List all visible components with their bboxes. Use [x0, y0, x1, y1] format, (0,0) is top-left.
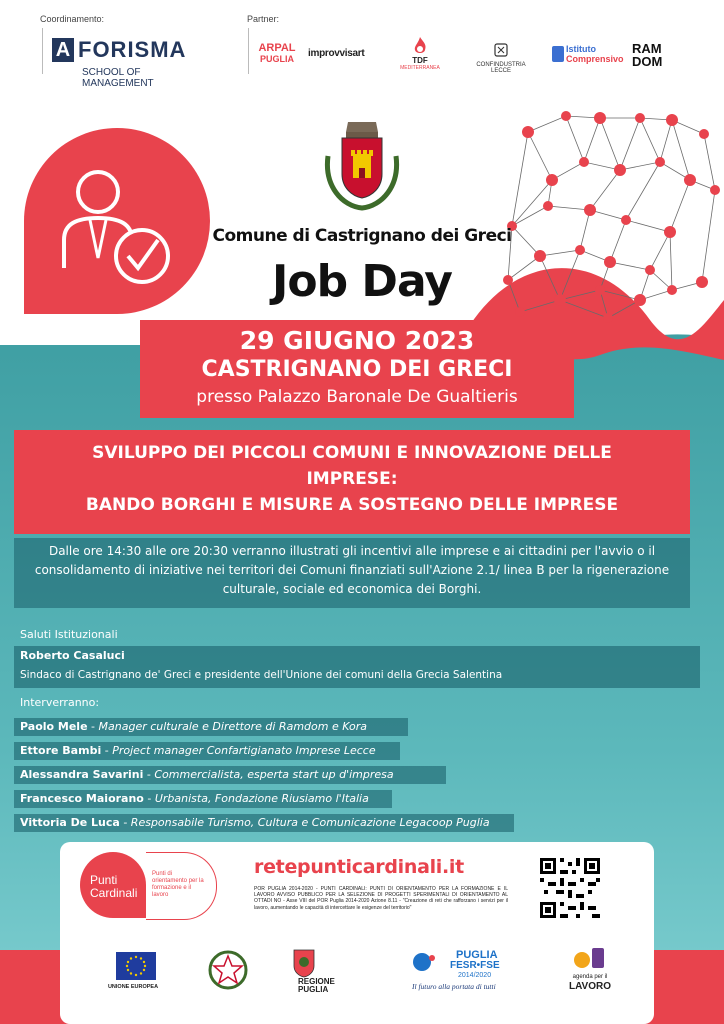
agenda-line-1: agenda per il: [572, 974, 608, 980]
topic-box: [14, 430, 690, 534]
speaker-row: Vittoria De Luca - Responsabile Turismo, Cultura e Comunicazione Legacoop Puglia: [14, 814, 514, 832]
speaker-role: Project manager Confartigianato Imprese Lecce: [112, 744, 376, 757]
speaker-name: Vittoria De Luca: [20, 816, 120, 829]
speaker-row: Alessandra Savarini - Commercialista, esperta start up d'impresa: [14, 766, 446, 784]
speaker-name: Ettore Bambi: [20, 744, 102, 757]
puglia-slogan: Il futuro alla portata di tutti: [412, 982, 496, 991]
regione-puglia-logo: [292, 948, 350, 994]
regione-puglia-shield-icon: [292, 948, 316, 978]
event-date: 29 GIUGNO 2023: [239, 326, 475, 355]
website-link[interactable]: retepunticardinali.it: [254, 856, 464, 878]
municipality-name: Comune di Castrignano dei Greci: [212, 226, 512, 246]
puglia-po-icon: [412, 950, 436, 974]
coordination-label: Coordinamento:: [40, 14, 105, 24]
region-line-2: PUGLIA: [298, 985, 329, 994]
qr-code-icon: [538, 856, 602, 920]
description-line-2: consolidamento di iniziative nei territori dei Comuni finanziati sull'Azione 2.1/ linea B per la rigenerazione: [34, 563, 670, 577]
speaker-name: Alessandra Savarini: [20, 768, 144, 781]
improvvisart-logo: improvvisart: [308, 48, 365, 59]
speaker-name: Francesco Maiorano: [20, 792, 144, 805]
job-icon-badge: [24, 128, 210, 314]
greetings-label: Saluti Istituzionali: [20, 628, 118, 641]
arpal-sub: PUGLIA: [259, 54, 294, 64]
brand-tagline-box: [146, 852, 217, 920]
eu-logo: [107, 952, 160, 990]
puglia-line-1: PUGLIA: [456, 949, 498, 961]
host-name: Roberto Casaluci: [20, 649, 125, 662]
speakers-label: Interverranno:: [20, 696, 100, 709]
puglia-line-2: FESR•FSE: [450, 960, 500, 971]
topic-line-1: SVILUPPO DEI PICCOLI COMUNI E INNOVAZIONE DELLE: [92, 443, 612, 463]
employee-check-icon: [24, 128, 210, 314]
description-line-3: culturale, sociale ed economica dei Borghi.: [222, 582, 482, 596]
host-role: Sindaco di Castrignano de' Greci e presidente dell'Unione dei comuni della Grecia Salentina: [20, 669, 503, 681]
istituto-name: Istituto: [566, 44, 596, 54]
agenda-lavoro-icon: [572, 946, 608, 970]
region-line-1: REGIONE: [298, 977, 335, 986]
speaker-role: Commercialista, esperta start up d'impresa: [154, 768, 394, 781]
event-venue: presso Palazzo Baronale De Gualtieris: [196, 387, 518, 407]
brand-line-1: Punti: [90, 873, 118, 887]
footer-card: [60, 842, 654, 938]
speaker-role: Responsabile Turismo, Cultura e Comunicazione Legacoop Puglia: [130, 816, 490, 829]
topic-line-2: IMPRESE:: [306, 469, 398, 489]
brand-line-2: Cardinali: [90, 886, 138, 900]
eu-label: UNIONE EUROPEA: [107, 984, 159, 990]
bottom-logos: [60, 938, 654, 1024]
legal-text: POR PUGLIA 2014-2020 - PUNTI CARDINALI: PUNTI DI ORIENTAMENTO PER LA FORMAZIONE E IL LAVORO AVVISO PUBBLICO PER LA SELEZIONE DI PROGETTI SPERIMENTALI DI ORIENTAMENTO AL OTTADI NO - Asse VIII del POR Puglia 2014-2020 Azione 8.11 - "Creazione di reti che rafforzano i servizi per il lavoro, aumentando le capacità di intercettare le esigenze del territorio": [254, 886, 508, 911]
coat-of-arms-icon: [322, 116, 402, 212]
speaker-role: Manager culturale e Direttore di Ramdom e Kora: [98, 720, 368, 733]
speaker-row: Ettore Bambi - Project manager Confartigianato Imprese Lecce: [14, 742, 400, 760]
tdf-sub: MEDITERRANEA: [400, 65, 440, 71]
ramdom-sub: DOM: [632, 54, 663, 69]
puglia-years: 2014/2020: [458, 972, 492, 979]
istituto-sub: Comprensivo: [566, 54, 624, 64]
confindustria-name: CONFINDUSTRIA LECCE: [476, 62, 526, 74]
partner-label: Partner:: [247, 14, 280, 24]
description-box: [14, 538, 690, 608]
eu-flag-icon: [116, 952, 156, 980]
italian-republic-emblem: [206, 948, 250, 992]
aforisma-logo-mark: A: [52, 38, 74, 62]
republic-star-icon: [206, 948, 250, 992]
coat-of-arms: [322, 116, 402, 212]
event-place: CASTRIGNANO DEI GRECI: [201, 357, 513, 382]
agenda-lavoro-logo: [560, 946, 620, 992]
host-box: [14, 646, 700, 688]
puglia-fesr-fse-logo: [412, 950, 524, 994]
description-line-1: Dalle ore 14:30 alle ore 20:30 verranno illustrati gli incentivi alle imprese e ai cittadini per l'avvio o il: [48, 544, 656, 558]
tdf-name: TDF: [412, 56, 428, 65]
date-place-box: [140, 320, 574, 418]
speaker-row: Francesco Maiorano - Urbanista, Fondazione Riusiamo l'Italia: [14, 790, 392, 808]
speaker-role: Urbanista, Fondazione Riusiamo l'Italia: [154, 792, 369, 805]
aforisma-name: FORISMA: [78, 37, 187, 62]
speaker-name: Paolo Mele: [20, 720, 88, 733]
arpal-name: ARPAL: [258, 42, 296, 54]
aforisma-sub: SCHOOL OF MANAGEMENT: [82, 67, 154, 89]
agenda-line-2: LAVORO: [568, 981, 612, 992]
topic-line-3: BANDO BORGHI E MISURE A SOSTEGNO DELLE IMPRESE: [85, 495, 619, 515]
punti-cardinali-logo: [80, 852, 146, 918]
speaker-row: Paolo Mele - Manager culturale e Direttore di Ramdom e Kora: [14, 718, 408, 736]
brand-tagline: Punti di orientamento per la formazione e il lavoro: [152, 871, 204, 898]
event-title: Job Day: [272, 256, 452, 307]
qr-code[interactable]: [538, 856, 602, 920]
ramdom-name: RAM: [632, 41, 662, 56]
